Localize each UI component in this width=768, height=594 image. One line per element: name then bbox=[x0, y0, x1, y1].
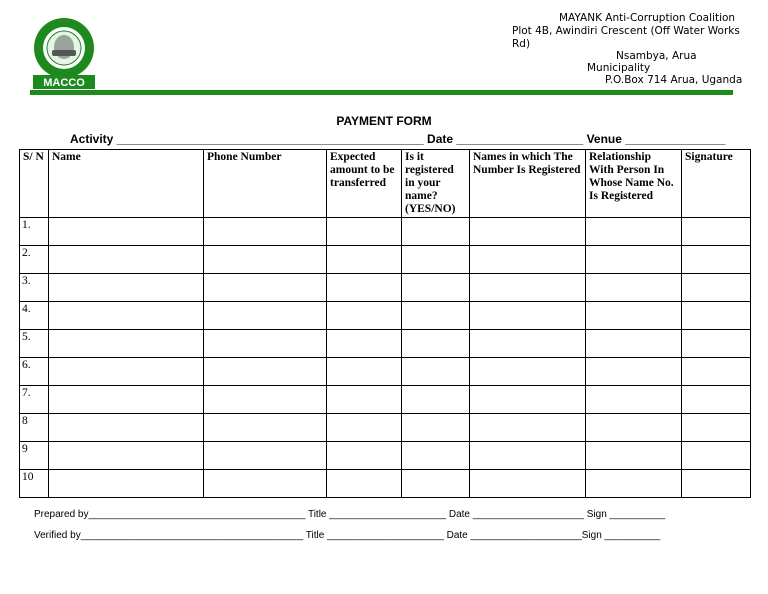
cell-phone[interactable] bbox=[204, 414, 327, 442]
cell-relationship[interactable] bbox=[586, 330, 682, 358]
row-number: 4. bbox=[20, 302, 49, 330]
cell-name[interactable] bbox=[49, 330, 204, 358]
cell-registered-names[interactable] bbox=[470, 470, 586, 498]
address-line-5: Municipality bbox=[587, 62, 651, 74]
header-divider bbox=[30, 90, 733, 95]
cell-amount[interactable] bbox=[327, 386, 402, 414]
cell-registered[interactable] bbox=[402, 330, 470, 358]
cell-signature[interactable] bbox=[682, 414, 751, 442]
address-line-1: MAYANK Anti-Corruption Coalition bbox=[559, 12, 736, 24]
table-row bbox=[20, 218, 751, 246]
table-row bbox=[20, 386, 751, 414]
table-row bbox=[20, 442, 751, 470]
cell-amount[interactable] bbox=[327, 442, 402, 470]
cell-signature[interactable] bbox=[682, 274, 751, 302]
activity-field[interactable]: ______________________________________________ bbox=[116, 132, 424, 146]
cell-name[interactable] bbox=[49, 442, 204, 470]
cell-amount[interactable] bbox=[327, 302, 402, 330]
cell-registered-names[interactable] bbox=[470, 330, 586, 358]
cell-registered-names[interactable] bbox=[470, 274, 586, 302]
table-body bbox=[20, 218, 751, 498]
column-header-relationship: Relationship With Person In Whose Name No. Is Registered bbox=[586, 150, 682, 218]
cell-registered[interactable] bbox=[402, 442, 470, 470]
column-header-registered-names: Names in which The Number Is Registered bbox=[470, 150, 586, 218]
cell-phone[interactable] bbox=[204, 218, 327, 246]
row-number: 2. bbox=[20, 246, 49, 274]
cell-amount[interactable] bbox=[327, 470, 402, 498]
cell-signature[interactable] bbox=[682, 330, 751, 358]
row-number: 9 bbox=[20, 442, 49, 470]
column-header-sn: S/ N bbox=[20, 150, 49, 218]
cell-registered-names[interactable] bbox=[470, 218, 586, 246]
row-number: 5. bbox=[20, 330, 49, 358]
cell-signature[interactable] bbox=[682, 302, 751, 330]
row-number: 7. bbox=[20, 386, 49, 414]
venue-field[interactable]: _______________ bbox=[625, 132, 726, 146]
cell-relationship[interactable] bbox=[586, 274, 682, 302]
table-row bbox=[20, 470, 751, 498]
payment-table bbox=[19, 149, 751, 498]
table-row bbox=[20, 246, 751, 274]
cell-name[interactable] bbox=[49, 302, 204, 330]
row-number: 3. bbox=[20, 274, 49, 302]
cell-name[interactable] bbox=[49, 274, 204, 302]
cell-phone[interactable] bbox=[204, 442, 327, 470]
address-line-3: Rd) bbox=[512, 38, 531, 50]
cell-registered[interactable] bbox=[402, 358, 470, 386]
cell-phone[interactable] bbox=[204, 330, 327, 358]
cell-signature[interactable] bbox=[682, 218, 751, 246]
cell-relationship[interactable] bbox=[586, 246, 682, 274]
column-header-phone: Phone Number bbox=[204, 150, 327, 218]
cell-amount[interactable] bbox=[327, 414, 402, 442]
cell-relationship[interactable] bbox=[586, 386, 682, 414]
column-header-amount: Expected amount to be transferred bbox=[327, 150, 402, 218]
row-number: 1. bbox=[20, 218, 49, 246]
cell-phone[interactable] bbox=[204, 358, 327, 386]
cell-relationship[interactable] bbox=[586, 358, 682, 386]
address-line-6: P.O.Box 714 Arua, Uganda bbox=[605, 74, 743, 86]
column-header-registered: Is it registered in your name? (YES/NO) bbox=[402, 150, 470, 218]
table-row bbox=[20, 274, 751, 302]
cell-name[interactable] bbox=[49, 218, 204, 246]
cell-name[interactable] bbox=[49, 386, 204, 414]
cell-signature[interactable] bbox=[682, 442, 751, 470]
cell-registered[interactable] bbox=[402, 414, 470, 442]
cell-name[interactable] bbox=[49, 246, 204, 274]
cell-registered-names[interactable] bbox=[470, 246, 586, 274]
cell-amount[interactable] bbox=[327, 330, 402, 358]
page-title: PAYMENT FORM bbox=[336, 114, 432, 128]
macco-logo bbox=[30, 17, 98, 89]
cell-signature[interactable] bbox=[682, 386, 751, 414]
logo-text: MACCO bbox=[43, 77, 85, 89]
cell-relationship[interactable] bbox=[586, 470, 682, 498]
cell-registered[interactable] bbox=[402, 386, 470, 414]
address-line-4: Nsambya, Arua bbox=[616, 50, 697, 62]
address-line-2: Plot 4B, Awindiri Crescent (Off Water Works bbox=[512, 25, 740, 37]
cell-registered[interactable] bbox=[402, 302, 470, 330]
cell-signature[interactable] bbox=[682, 470, 751, 498]
form-meta-row bbox=[70, 132, 725, 146]
cell-registered[interactable] bbox=[402, 218, 470, 246]
cell-registered-names[interactable] bbox=[470, 386, 586, 414]
cell-name[interactable] bbox=[49, 414, 204, 442]
cell-registered[interactable] bbox=[402, 470, 470, 498]
column-header-name: Name bbox=[49, 150, 204, 218]
table-row bbox=[20, 330, 751, 358]
cell-registered[interactable] bbox=[402, 246, 470, 274]
cell-relationship[interactable] bbox=[586, 414, 682, 442]
row-number: 8 bbox=[20, 414, 49, 442]
column-header-signature: Signature bbox=[682, 150, 751, 218]
prepared-by-line[interactable]: Prepared by_______________________________________ Title _____________________ Date ____________________ Sign __________ bbox=[34, 509, 666, 520]
cell-signature[interactable] bbox=[682, 246, 751, 274]
cell-registered-names[interactable] bbox=[470, 358, 586, 386]
table-row bbox=[20, 358, 751, 386]
cell-registered-names[interactable] bbox=[470, 442, 586, 470]
cell-phone[interactable] bbox=[204, 274, 327, 302]
verified-by-line[interactable]: Verified by________________________________________ Title _____________________ Date ____________________Sign __________ bbox=[34, 530, 661, 541]
cell-registered-names[interactable] bbox=[470, 414, 586, 442]
cell-relationship[interactable] bbox=[586, 442, 682, 470]
table-header-row bbox=[20, 150, 751, 218]
date-field[interactable]: ___________________ bbox=[456, 132, 584, 146]
date-label: Date bbox=[427, 132, 454, 146]
cell-phone[interactable] bbox=[204, 302, 327, 330]
cell-registered[interactable] bbox=[402, 274, 470, 302]
cell-registered-names[interactable] bbox=[470, 302, 586, 330]
cell-phone[interactable] bbox=[204, 470, 327, 498]
cell-amount[interactable] bbox=[327, 246, 402, 274]
cell-relationship[interactable] bbox=[586, 218, 682, 246]
cell-name[interactable] bbox=[49, 470, 204, 498]
cell-signature[interactable] bbox=[682, 358, 751, 386]
cell-amount[interactable] bbox=[327, 218, 402, 246]
macco-logo-emblem bbox=[30, 17, 98, 89]
cell-amount[interactable] bbox=[327, 358, 402, 386]
venue-label: Venue bbox=[586, 132, 622, 146]
cell-phone[interactable] bbox=[204, 386, 327, 414]
table-row bbox=[20, 302, 751, 330]
cell-name[interactable] bbox=[49, 358, 204, 386]
table-row bbox=[20, 414, 751, 442]
activity-label: Activity bbox=[70, 132, 114, 146]
row-number: 10 bbox=[20, 470, 49, 498]
cell-phone[interactable] bbox=[204, 246, 327, 274]
cell-amount[interactable] bbox=[327, 274, 402, 302]
cell-relationship[interactable] bbox=[586, 302, 682, 330]
row-number: 6. bbox=[20, 358, 49, 386]
